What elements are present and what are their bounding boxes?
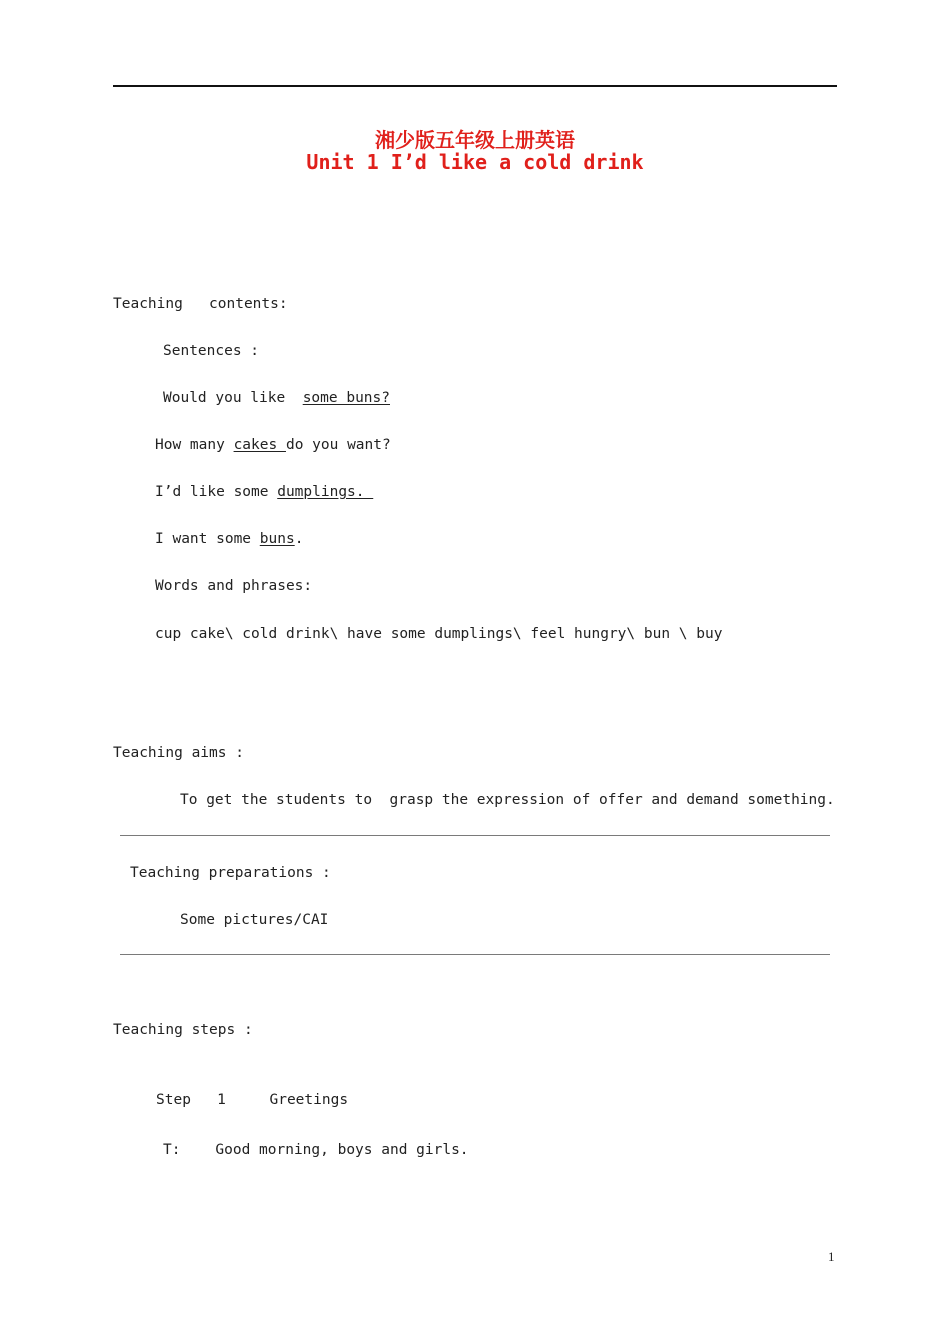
document-title-en: Unit 1 I’d like a cold drink bbox=[306, 150, 644, 174]
document-title-cn: 湘少版五年级上册英语 bbox=[375, 128, 575, 152]
words-list: cup cake\ cold drink\ have some dumplings\ feel hungry\ bun \ buy bbox=[155, 626, 723, 642]
sentence-4-tail: . bbox=[294, 531, 304, 547]
header-rule bbox=[113, 85, 837, 87]
sentence-1-underlined: some buns? bbox=[302, 390, 390, 406]
sentence-4-underlined: buns bbox=[259, 531, 295, 547]
sentence-3-underlined: dumplings. bbox=[277, 484, 374, 500]
aims-text: To get the students to grasp the expression of offer and demand something. bbox=[180, 792, 835, 808]
sentences-label: Sentences : bbox=[163, 343, 260, 359]
teacher-line: T: Good morning, boys and girls. bbox=[163, 1142, 469, 1158]
sentence-3 bbox=[155, 483, 373, 501]
sentence-2-underlined: cakes bbox=[233, 437, 286, 453]
contents-heading: Teaching contents: bbox=[113, 296, 288, 312]
sentence-1 bbox=[163, 389, 390, 407]
preparations-heading: Teaching preparations : bbox=[130, 865, 331, 881]
sentence-1-text: Would you like bbox=[163, 390, 303, 406]
steps-heading: Teaching steps : bbox=[113, 1022, 253, 1038]
sentence-3-text: I’d like some bbox=[155, 484, 278, 500]
words-label: Words and phrases: bbox=[155, 578, 313, 594]
sentence-2 bbox=[155, 436, 391, 454]
sentence-2-tail: do you want? bbox=[285, 437, 391, 453]
sentence-4 bbox=[155, 530, 303, 548]
aims-heading: Teaching aims : bbox=[113, 745, 244, 761]
sentence-4-text: I want some bbox=[155, 531, 260, 547]
preparations-text: Some pictures/CAI bbox=[180, 912, 329, 928]
divider bbox=[120, 954, 830, 955]
sentence-2-text: How many bbox=[155, 437, 234, 453]
divider bbox=[120, 835, 830, 836]
step-1: Step 1 Greetings bbox=[156, 1092, 349, 1108]
page-number: 1 bbox=[828, 1249, 835, 1264]
